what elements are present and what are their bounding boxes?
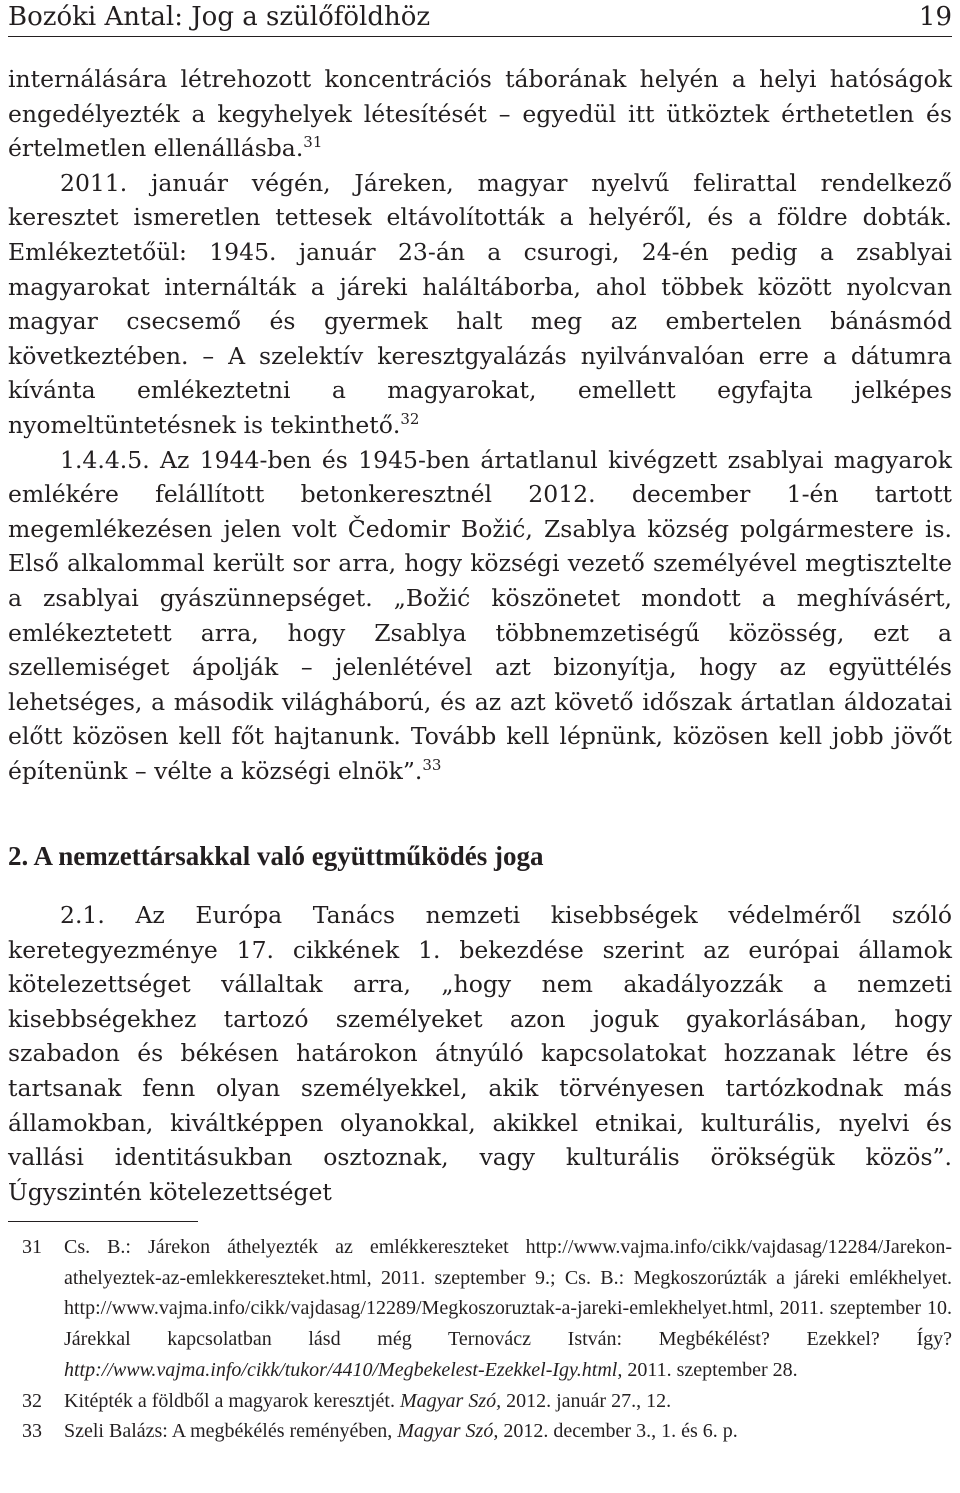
- section-body: [8, 898, 952, 1209]
- footnote-33-part-3: 2012. december 3., 1. és 6. p.: [498, 1420, 738, 1443]
- footnote-text: [64, 1386, 952, 1417]
- running-title: Bozóki Antal: Jog a szülőföldhöz: [8, 2, 431, 32]
- footnote-number: 32: [22, 1389, 42, 1412]
- paragraph-3-text: 1.4.4.5. Az 1944-ben és 1945-ben ártatlanul kivégzett zsablyai magyarok emlékére felállított betonkeresztnél 2012. december 1-én tartott megemlékezésen jelen volt Čedomir Božić, Zsablya község polgármestere is. Első alkalommal került sor arra, hogy községi vezető személyével megtisztelte a zsablyai gyászünnepséget. „Božić köszönetet mondott a meghívásért, emlékeztetett arra, hogy Zsablya többnemzetiségű közösség, ezt a szellemiséget ápolják – jelenlétével azt bizonyítja, hogy az együttélés lehetséges, a második világháború, és az azt követő időszak ártatlan áldozatai előtt közösen kell főt hajtanunk. Tovább kell lépnünk, közösen kell jobb jövőt építenünk – vélte a községi elnök”.: [8, 445, 952, 785]
- paragraph-1-text: internálására létrehozott koncentrációs táborának helyén a helyi hatóságok engedélyezték a kegyhelyek létesítését – egyedül itt ütköztek érthetetlen és értelmetlen ellenállásba.: [8, 65, 952, 163]
- footnote-text: [64, 1232, 952, 1386]
- footnote-number: 31: [22, 1236, 42, 1258]
- footnote-33: [8, 1416, 952, 1447]
- header-rule: [8, 36, 952, 37]
- footnote-ref-31[interactable]: 31: [303, 133, 323, 152]
- footnote-number: 33: [22, 1420, 42, 1443]
- paragraph-2: [8, 166, 952, 443]
- paragraph-2-text: 2011. január végén, Járeken, magyar nyelvű felirattal rendelkező keresztet ismeretlen tettesek eltávolították a helyéről, és a földre dobták. Emlékeztetőül: 1945. január 23-án a csurogi, 24-én pedig a zsablyai magyarokat internálták a járeki haláltáborba, ahol többek között nyolcvan magyar csecsemő és gyermek halt meg az embertelen bánásmód következtében. – A szelektív keresztgyalázás nyilvánvalóan erre a dátumra kívánta emlékeztetni a magyarokat, emellett egyfajta jelképes nyomeltüntetésnek is tekinthető.: [8, 168, 952, 439]
- running-header: [8, 0, 952, 40]
- section-paragraph: 2.1. Az Európa Tanács nemzeti kisebbségek védelméről szóló keretegyezménye 17. cikkének 1. bekezdése szerint az európai államok kötelezettséget vállaltak arra, „hogy nem akadályozzák a nemzeti kisebbségekhez tartozó személyeket azon joguk gyakorlásában, hogy szabadon és békésen határokon átnyúló kapcsolatokat hozzanak létre és tartsanak fenn olyan személyekkel, akik törvényesen tartózkodnak más államokban, kiváltképpen olyanokkal, akikkel etnikai, kulturális, nyelvi és vallási identitásukban osztoznak, vagy kulturális örökségük közös”. Úgyszintén kötelezettséget: [8, 901, 952, 1206]
- page-number: 19: [918, 2, 952, 32]
- paragraph-1: [8, 62, 952, 166]
- footnote-ref-32[interactable]: 32: [400, 409, 420, 428]
- body-text: [8, 62, 952, 788]
- footnote-31-part-1: Cs. B.: Járekon áthelyezték az emlékkereszteket http://www.vajma.info/cikk/vajdasag/12284/Jarekon-athelyeztek-az-emlekkereszteket.html, 2011. szeptember 9.; Cs. B.: Megkoszorúzták a járeki emlékhelyet. http://www.vajma.info/cikk/vajdasag/12289/Megkoszoruztak-a-jareki-emlekhelyet.html, 2011. szeptember 10. Járekkal kapcsolatban lásd még Ternovácz István: Megbékélést? Ezekkel? Így?: [64, 1236, 952, 1351]
- paragraph-3: [8, 443, 952, 789]
- footnote-rule: [8, 1221, 198, 1222]
- footnote-ref-33[interactable]: 33: [422, 755, 442, 774]
- footnote-text: [64, 1416, 952, 1447]
- footnote-31-link[interactable]: http://www.vajma.info/cikk/tukor/4410/Megbekelest-Ezekkel-Igy.html,: [64, 1358, 623, 1381]
- section-heading: 2. A nemzettársakkal való együttműködés joga: [8, 841, 544, 871]
- footnote-32-part-1: Kitépték a földből a magyarok keresztjét.: [64, 1389, 400, 1412]
- footnote-32-part-3: 2012. január 27., 12.: [501, 1389, 672, 1412]
- footnote-33-part-1: Szeli Balázs: A megbékélés reményében,: [64, 1420, 398, 1443]
- footnotes: [8, 1232, 952, 1447]
- footnote-32-source: Magyar Szó,: [400, 1389, 502, 1412]
- footnote-31: [8, 1232, 952, 1386]
- footnote-33-source: Magyar Szó,: [397, 1420, 499, 1443]
- footnote-31-part-3: 2011. szeptember 28.: [622, 1358, 798, 1381]
- footnote-32: [8, 1386, 952, 1417]
